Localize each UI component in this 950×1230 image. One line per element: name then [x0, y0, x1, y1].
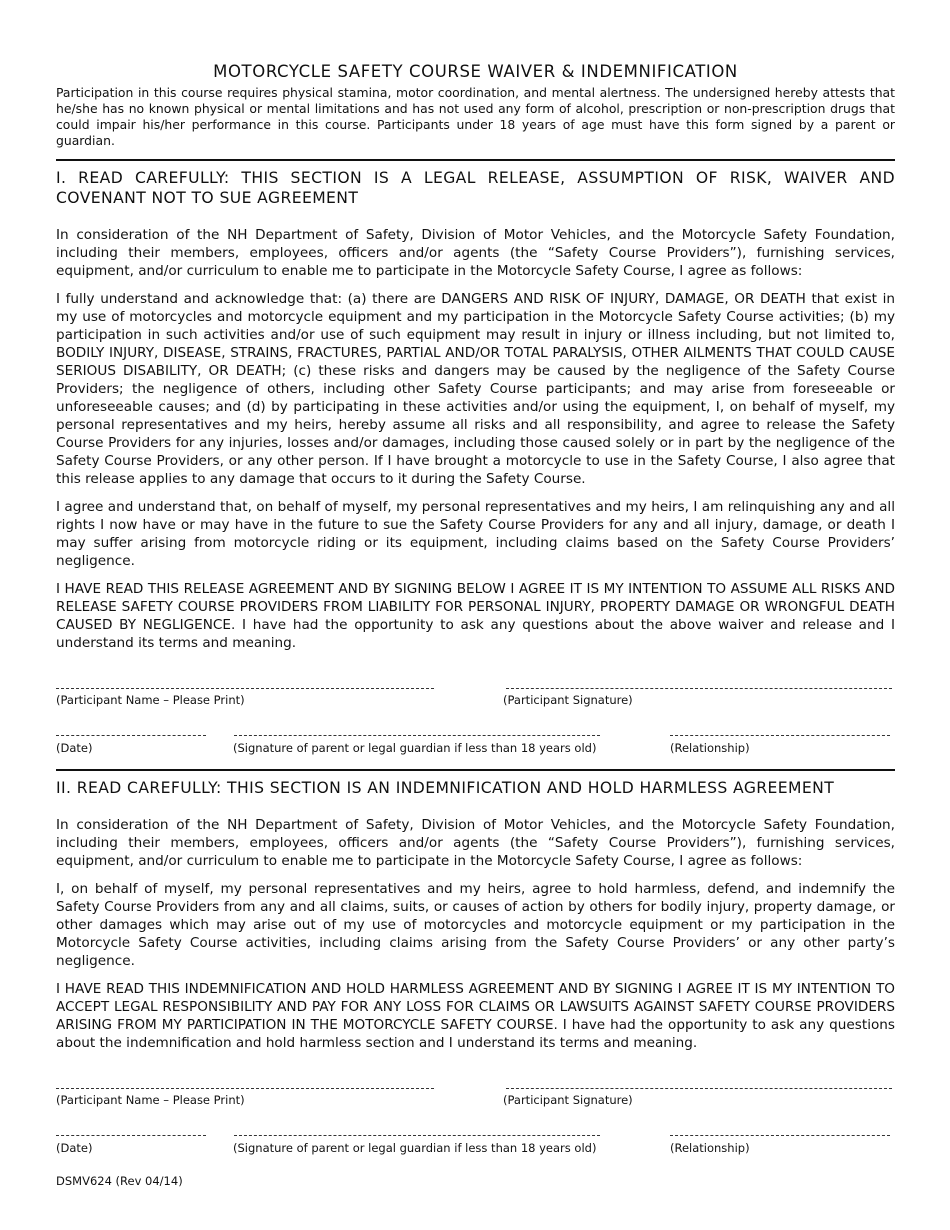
section-2-paragraph: In consideration of the NH Department of Safety, Division of Motor Vehicles, and the Motorcycle Safety Foundation, including their members, employees, officers and/or agents (the “Safety Course Providers”), furnishing services, equipment, and/or curriculum to enable me to participate in the Motorcycle Safety Course, I agree as follows:: [56, 817, 895, 869]
guardian-signature-label: (Signature of parent or legal guardian if less than 18 years old): [233, 1141, 597, 1155]
participant-signature-label: (Participant Signature): [503, 1093, 633, 1107]
participant-name-line[interactable]: [56, 688, 434, 689]
section-1-paragraph: I HAVE READ THIS RELEASE AGREEMENT AND BY SIGNING BELOW I AGREE IT IS MY INTENTION TO ASSUME ALL RISKS AND RELEASE SAFETY COURSE PROVIDERS FROM LIABILITY FOR PERSONAL INJURY, PROPERTY DAMAGE OR WRONGFUL DEATH CAUSED BY NEGLIGENCE. I have had the opportunity to ask any questions about the above waiver and release and I understand its terms and meaning.: [56, 581, 895, 651]
relationship-line[interactable]: [670, 735, 890, 736]
section-1-heading: I. READ CAREFULLY: THIS SECTION IS A LEGAL RELEASE, ASSUMPTION OF RISK, WAIVER AND COVENANT NOT TO SUE AGREEMENT: [56, 169, 895, 207]
date-line[interactable]: [56, 735, 206, 736]
date-label: (Date): [56, 1141, 93, 1155]
section-1-paragraph: In consideration of the NH Department of Safety, Division of Motor Vehicles, and the Motorcycle Safety Foundation, including their members, employees, officers and/or agents (the “Safety Course Providers”), furnishing services, equipment, and/or curriculum to enable me to participate in the Motorcycle Safety Course, I agree as follows:: [56, 227, 895, 279]
section-2-signature-block: [56, 1062, 895, 1155]
form-number: DSMV624 (Rev 04/14): [56, 1174, 183, 1188]
section-release: [56, 168, 895, 755]
participant-signature-line[interactable]: [506, 688, 892, 689]
section-2-paragraph: I, on behalf of myself, my personal representatives and my heirs, agree to hold harmless, defend, and indemnify the Safety Course Providers from any and all claims, suits, or causes of action by others for bodily injury, property damage, or other damages which may arise out of my use of motorcycles and motorcycle equipment or my participation in the Motorcycle Safety Course activities, including claims arising from the Safety Course Providers’ or any other party’s negligence.: [56, 881, 895, 969]
participant-signature-label: (Participant Signature): [503, 693, 633, 707]
waiver-form: [56, 62, 895, 1155]
form-title: MOTORCYCLE SAFETY COURSE WAIVER & INDEMNIFICATION: [213, 62, 738, 81]
relationship-label: (Relationship): [670, 1141, 750, 1155]
section-divider: [56, 769, 895, 771]
section-1-paragraph: I fully understand and acknowledge that: (a) there are DANGERS AND RISK OF INJURY, DAMAGE, OR DEATH that exist in my use of motorcycles and motorcycle equipment and my participation in the Motorcycle Safety Course activities; (b) my participation in such activities and/or use of such equipment may result in injury or illness including, but not limited to, BODILY INJURY, DISEASE, STRAINS, FRACTURES, PARTIAL AND/OR TOTAL PARALYSIS, OTHER AILMENTS THAT COULD CAUSE SERIOUS DISABILITY, OR DEATH; (c) these risks and dangers may be caused by the negligence of the Safety Course Providers; the negligence of others, including other Safety Course participants; and may arise from foreseeable or unforeseeable causes; and (d) by participating in these activities and/or using the equipment, I, on behalf of myself, my personal representatives and my heirs, hereby assume all risks and all responsibility, and agree to release the Safety Course Providers for any injuries, losses and/or damages, including those caused solely or in part by the negligence of the Safety Course Providers, or any other person. If I have brought a motorcycle to use in the Safety Course, I also agree that this release applies to any damage that occurs to it during the Safety Course.: [56, 291, 895, 487]
guardian-signature-line[interactable]: [234, 735, 600, 736]
guardian-signature-label: (Signature of parent or legal guardian if less than 18 years old): [233, 741, 597, 755]
section-divider: [56, 159, 895, 161]
section-1-paragraph: I agree and understand that, on behalf of myself, my personal representatives and my heirs, I am relinquishing any and all rights I now have or may have in the future to sue the Safety Course Providers for any and all injury, damage, or death I may suffer arising from motorcycle riding or its equipment, including claims based on the Safety Course Providers’ negligence.: [56, 499, 895, 569]
guardian-signature-line[interactable]: [234, 1135, 600, 1136]
form-intro: Participation in this course requires physical stamina, motor coordination, and mental alertness. The undersigned hereby attests that he/she has no known physical or mental limitations and has not used any form of alcohol, prescription or non-prescription drugs that could impair his/her performance in this course. Participants under 18 years of age must have this form signed by a parent or guardian.: [56, 85, 895, 148]
section-2-heading: II. READ CAREFULLY: THIS SECTION IS AN INDEMNIFICATION AND HOLD HARMLESS AGREEMENT: [56, 779, 835, 797]
section-indemnification: [56, 778, 895, 1155]
relationship-line[interactable]: [670, 1135, 890, 1136]
section-1-signature-block: [56, 662, 895, 755]
relationship-label: (Relationship): [670, 741, 750, 755]
section-2-paragraph: I HAVE READ THIS INDEMNIFICATION AND HOLD HARMLESS AGREEMENT AND BY SIGNING I AGREE IT IS MY INTENTION TO ACCEPT LEGAL RESPONSIBILITY AND PAY FOR ANY LOSS FOR CLAIMS OR LAWSUITS AGAINST SAFETY COURSE PROVIDERS ARISING FROM MY PARTICIPATION IN THE MOTORCYCLE SAFETY COURSE. I have had the opportunity to ask any questions about the indemnification and hold harmless section and I understand its terms and meaning.: [56, 981, 895, 1051]
participant-name-label: (Participant Name – Please Print): [56, 693, 245, 707]
participant-name-line[interactable]: [56, 1088, 434, 1089]
date-label: (Date): [56, 741, 93, 755]
date-line[interactable]: [56, 1135, 206, 1136]
participant-name-label: (Participant Name – Please Print): [56, 1093, 245, 1107]
participant-signature-line[interactable]: [506, 1088, 892, 1089]
